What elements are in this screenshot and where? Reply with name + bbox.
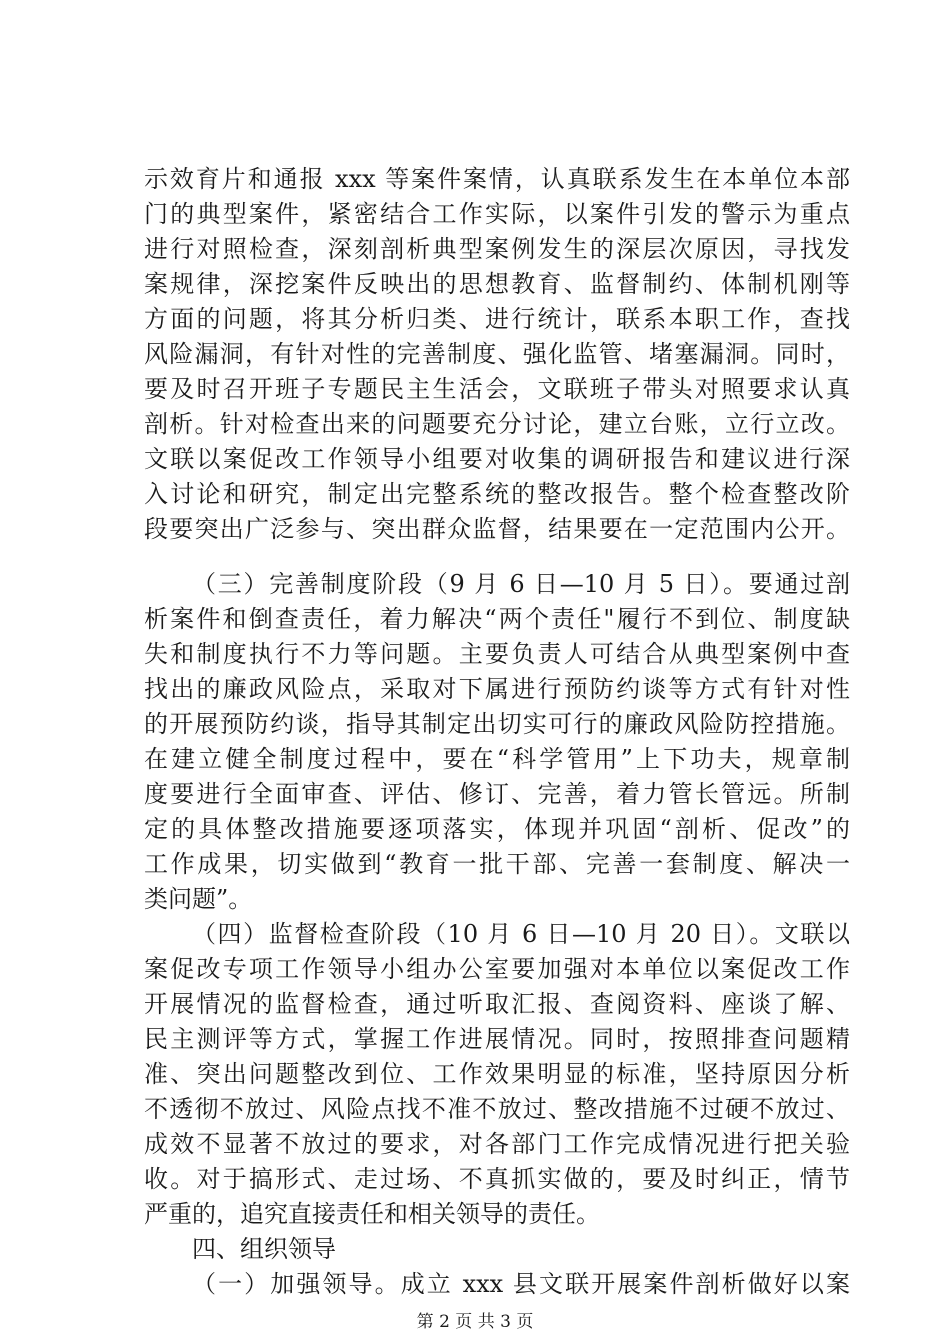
body-text-line: 的开展预防约谈，指导其制定出切实可行的廉政风险防控措施。 bbox=[144, 710, 850, 738]
body-text-line: 入讨论和研究，制定出完整系统的整改报告。整个检查整改阶 bbox=[144, 480, 850, 508]
body-text-line: 案促改专项工作领导小组办公室要加强对本单位以案促改工作 bbox=[144, 955, 850, 983]
section-heading-line: （一）加强领导。成立 xxx 县文联开展案件剖析做好以案 bbox=[192, 1270, 850, 1298]
body-text-line: 类问题”。 bbox=[144, 885, 253, 913]
section-heading-line: （四）监督检查阶段（10 月 6 日—10 月 20 日）。文联以 bbox=[192, 920, 850, 948]
body-text-line: 度要进行全面审查、评估、修订、完善，着力管长管远。所制 bbox=[144, 780, 850, 808]
body-text-line: 析案件和倒查责任，着力解决“两个责任"履行不到位、制度缺 bbox=[144, 605, 850, 633]
body-text-line: 文联以案促改工作领导小组要对收集的调研报告和建议进行深 bbox=[144, 445, 850, 473]
body-text-line: 不透彻不放过、风险点找不准不放过、整改措施不过硬不放过、 bbox=[144, 1095, 850, 1123]
body-text-line: 收。对于搞形式、走过场、不真抓实做的，要及时纠正，情节 bbox=[144, 1165, 850, 1193]
body-text-line: 示效育片和通报 xxx 等案件案情，认真联系发生在本单位本部 bbox=[144, 165, 850, 193]
body-text-line: 要及时召开班子专题民主生活会，文联班子带头对照要求认真 bbox=[144, 375, 850, 403]
body-text-line: 民主测评等方式，掌握工作进展情况。同时，按照排查问题精 bbox=[144, 1025, 850, 1053]
page-number-footer: 第 2 页 共 3 页 bbox=[416, 1312, 534, 1332]
body-text-line: 风险漏洞，有针对性的完善制度、强化监管、堵塞漏洞。同时， bbox=[144, 340, 850, 368]
body-text-line: 剖析。针对检查出来的问题要充分讨论，建立台账，立行立改。 bbox=[144, 410, 850, 438]
body-text-line: 案规律，深挖案件反映出的思想教育、监督制约、体制机刚等 bbox=[144, 270, 850, 298]
body-text-line: 找出的廉政风险点，采取对下属进行预防约谈等方式有针对性 bbox=[144, 675, 850, 703]
body-text-line: 门的典型案件，紧密结合工作实际，以案件引发的警示为重点 bbox=[144, 200, 850, 228]
body-text-line: 成效不显著不放过的要求，对各部门工作完成情况进行把关验 bbox=[144, 1130, 850, 1158]
body-text-line: 方面的问题，将其分析归类、进行统计，联系本职工作，查找 bbox=[144, 305, 850, 333]
body-text-line: 工作成果，切实做到“教育一批干部、完善一套制度、解决一 bbox=[144, 850, 850, 878]
body-text-line: 进行对照检查，深刻剖析典型案例发生的深层次原因，寻找发 bbox=[144, 235, 850, 263]
body-text-line: 准、突出问题整改到位、工作效果明显的标准，坚持原因分析 bbox=[144, 1060, 850, 1088]
section-heading-line: （三）完善制度阶段（9 月 6 日—10 月 5 日）。要通过剖 bbox=[192, 570, 850, 598]
body-text-line: 在建立健全制度过程中，要在“科学管用”上下功夫，规章制 bbox=[144, 745, 850, 773]
body-text-line: 开展情况的监督检查，通过听取汇报、查阅资料、座谈了解、 bbox=[144, 990, 850, 1018]
body-text-line: 段要突出广泛参与、突出群众监督，结果要在一定范围内公开。 bbox=[144, 515, 850, 543]
section-heading-line: 四、组织领导 bbox=[192, 1235, 336, 1263]
body-text-line: 失和制度执行不力等问题。主要负责人可结合从典型案例中查 bbox=[144, 640, 850, 668]
body-text-line: 严重的，追究直接责任和相关领导的责任。 bbox=[144, 1200, 600, 1228]
body-text-line: 定的具体整改措施要逐项落实，体现并巩固“剖析、促改”的 bbox=[144, 815, 850, 843]
